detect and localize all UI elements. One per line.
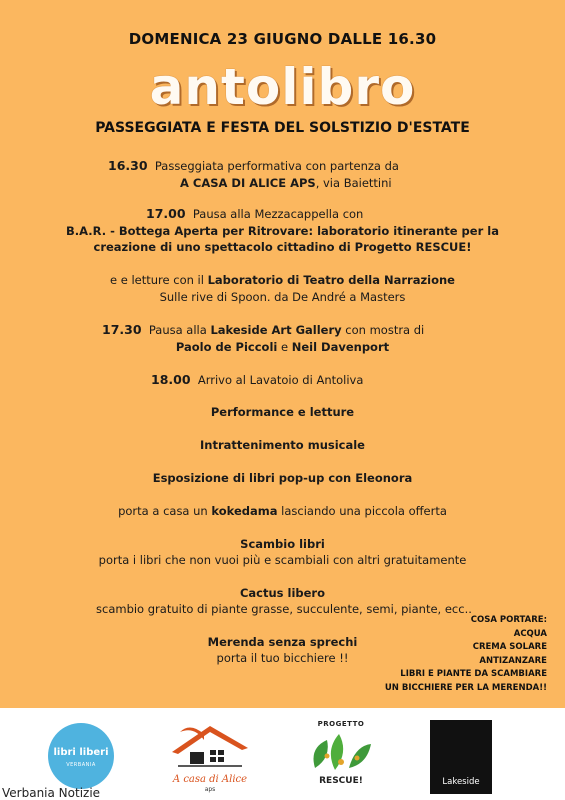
cactus-heading: Cactus libero xyxy=(239,586,326,600)
program-item-1630 xyxy=(108,158,399,174)
lakeside-text: Lakeside xyxy=(442,777,480,787)
program-readings xyxy=(0,272,565,288)
program-item-1700 xyxy=(146,206,363,222)
artists-and: e xyxy=(277,340,292,354)
item-text-post: con mostra di xyxy=(341,323,425,337)
artist-1: Paolo de Piccoli xyxy=(175,340,278,354)
cosa-item: LIBRI E PIANTE DA SCAMBIARE xyxy=(400,669,547,680)
item-text: Pausa alla Mezzacappella con xyxy=(192,207,364,221)
scambio-title xyxy=(0,536,565,552)
readings-pre: e e letture con il xyxy=(110,273,208,287)
gallery-name: Lakeside Art Gallery xyxy=(210,323,342,337)
time-label: 18.00 xyxy=(151,372,191,387)
activity-kokedama xyxy=(0,503,565,519)
place-name: A CASA DI ALICE APS xyxy=(180,176,316,190)
sponsor-footer xyxy=(0,708,565,800)
house-icon xyxy=(160,718,260,776)
libri-liberi-sub: VERBANIA xyxy=(66,762,96,768)
activity-performance xyxy=(0,404,565,420)
leaves-icon xyxy=(305,728,377,778)
casa-di-alice-aps: aps xyxy=(204,786,216,793)
program-item-1800 xyxy=(151,372,363,388)
readings-lab: Laboratorio di Teatro della Narrazione xyxy=(207,273,455,287)
program-item-1700-line3 xyxy=(0,239,565,255)
cosa-item: CREMA SOLARE xyxy=(472,642,547,653)
program-item-1730 xyxy=(102,322,424,338)
koke-pre: porta a casa un xyxy=(118,504,212,518)
rescue-top-text: PROGETTO xyxy=(317,720,365,728)
item-text: Pausa alla xyxy=(148,323,211,337)
popup-label: Esposizione di libri pop-up con Eleonora xyxy=(152,471,413,485)
libri-liberi-text: libri liberi xyxy=(53,747,109,758)
event-title: antolibro xyxy=(149,58,416,116)
activity-music xyxy=(0,437,565,453)
event-date: DOMENICA 23 GIUGNO DALLE 16.30 xyxy=(128,30,437,48)
progetto-rescue-logo xyxy=(305,718,377,796)
cosa-item: ACQUA xyxy=(513,628,547,639)
cosa-item: ANTIZANZARE xyxy=(479,655,547,666)
performance-label: Performance e letture xyxy=(210,405,355,419)
cactus-title xyxy=(0,585,565,601)
item-text: Passeggiata performativa con partenza da xyxy=(154,159,399,173)
merenda-text: porta il tuo bicchiere !! xyxy=(216,651,349,665)
music-label: Intrattenimento musicale xyxy=(200,438,365,452)
libri-liberi-logo xyxy=(48,723,114,789)
bar-description-cont: creazione di uno spettacolo cittadino di Progetto RESCUE! xyxy=(93,240,472,254)
artist-2: Neil Davenport xyxy=(291,340,390,354)
item-text: Arrivo al Lavatoio di Antoliva xyxy=(197,373,364,387)
cosa-item: UN BICCHIERE PER LA MERENDA!! xyxy=(384,682,547,693)
lakeside-logo xyxy=(430,720,492,794)
scambio-heading: Scambio libri xyxy=(240,537,325,551)
casa-di-alice-text: A casa di Alice xyxy=(172,774,248,785)
merenda-heading: Merenda senza sprechi xyxy=(207,635,358,649)
cactus-text: scambio gratuito di piante grasse, succulente, semi, piante, ecc.. xyxy=(96,602,472,616)
bar-description: B.A.R. - Bottega Aperta per Ritrovare: laboratorio itinerante per la xyxy=(66,224,499,238)
time-label: 16.30 xyxy=(108,158,148,173)
koke-bold: kokedama xyxy=(211,504,278,518)
place-address: , via Baiettini xyxy=(315,176,392,190)
cosa-portare-title: COSA PORTARE: xyxy=(470,615,547,625)
rescue-bottom-text: RESCUE! xyxy=(319,776,363,786)
program-item-1730-artists xyxy=(0,339,565,355)
koke-post: lasciando una piccola offerta xyxy=(277,504,447,518)
time-label: 17.00 xyxy=(146,206,186,221)
program-item-1630-place xyxy=(180,175,392,191)
cosa-portare-box xyxy=(367,614,547,696)
activity-popup xyxy=(0,470,565,486)
event-subtitle: PASSEGGIATA E FESTA DEL SOLSTIZIO D'ESTATE xyxy=(95,120,470,136)
scambio-text: porta i libri che non vuoi più e scambiali con altri gratuitamente xyxy=(98,553,467,567)
verbania-notizie-watermark: Verbania Notizie xyxy=(2,786,101,800)
program-readings-line2: Sulle rive di Spoon. da De André a Masters xyxy=(159,290,406,304)
casa-di-alice-logo xyxy=(160,718,260,794)
time-label: 17.30 xyxy=(102,322,142,337)
program-item-1700-line2 xyxy=(0,223,565,239)
